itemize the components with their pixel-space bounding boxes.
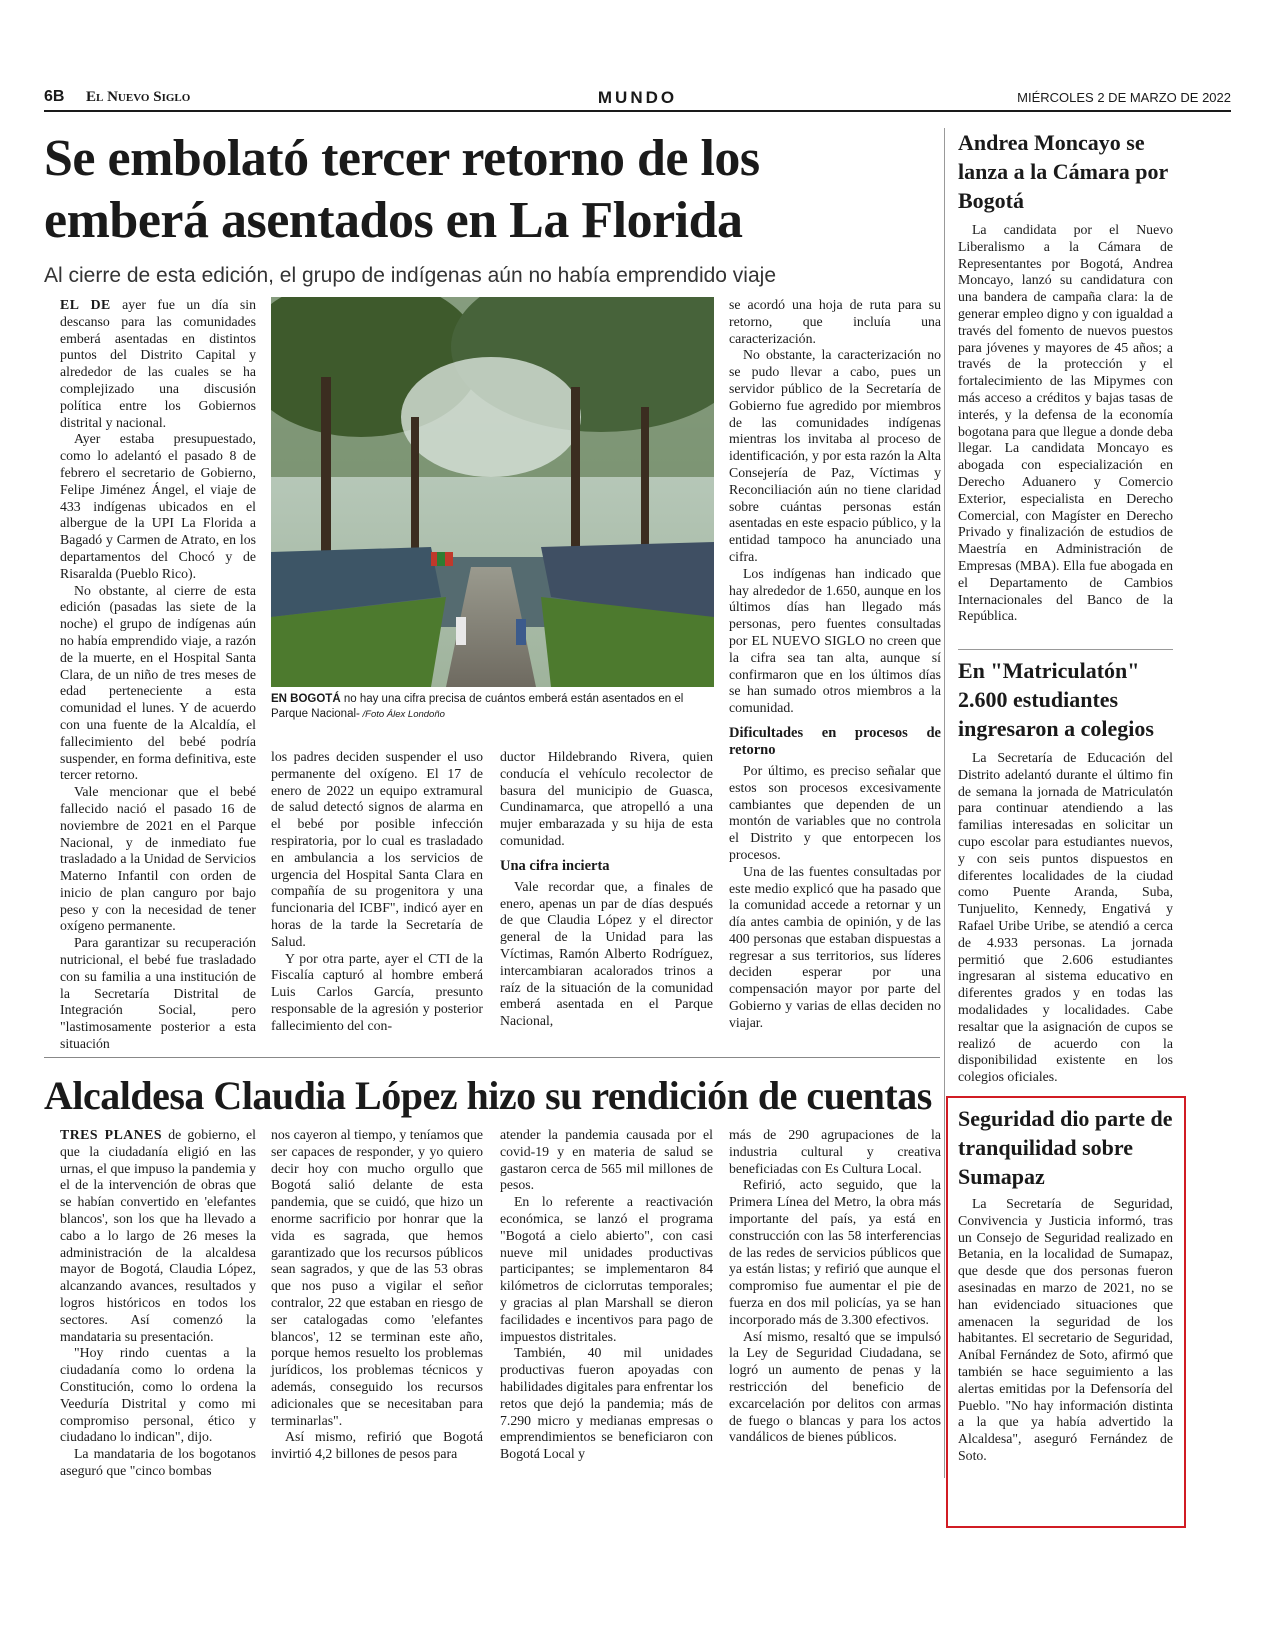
subhead: Una cifra incierta (500, 857, 610, 874)
paragraph: más de 290 agrupaciones de la industria cultural y creativa beneficiadas con Es Cultura Local. (729, 1127, 941, 1176)
paragraph: En lo referente a reactivación económica, se lanzó el programa "Bogotá a cielo abierto", con casi nueve mil unidades productivas participantes; se implementaron 84 kilómetros de ciclorrutas temporales; y gracias al plan Marshall se dieron facilidades e incentivos para pago de impuestos distritales. (500, 1194, 713, 1344)
paragraph: La Secretaría de Educación del Distrito adelantó durante el último fin de semana la jornada de Matriculatón para continuar atendiendo a las familias interesadas en solicitar un cupo escolar para estudiantes nuevos, y con seis puntos dispuestos en diferentes localidades de la ciudad como Puente Aranda, Suba, Tunjuelito, Kennedy, Engativá y Rafael Uribe Uribe, se atendió a cerca de 4.933 personas. La jornada permitió que 2.606 estudiantes ingresaran al sistema educativo en diferentes grados y en todas las modalidades y localidades. Cabe resaltar que la asignación de cupos se realizó de acuerdo con la disponibilidad existente en los colegios oficiales. (958, 750, 1173, 1085)
article-headline-line1: Se embolató tercer retorno de los (44, 130, 760, 187)
paragraph: ductor Hildebrando Rivera, quien conducía el vehículo recolector de basura del municipio de Guasca, Cundinamarca, que atropelló a una mujer embarazada y su hija de esta comunidad. (500, 749, 713, 848)
paragraph: Para garantizar su recuperación nutricional, el bebé fue trasladado con su familia a una institución de la Secretaría Distrital de Integración Social, pero "lastimosamente posterior a esta situación (60, 935, 256, 1052)
article2-headline: Alcaldesa Claudia López hizo su rendición de cuentas (44, 1073, 932, 1118)
newspaper-logo: El Nuevo Siglo (86, 89, 191, 105)
paragraph: Así mismo, refirió que Bogotá invirtió 4,2 billones de pesos para (271, 1429, 483, 1462)
paragraph: "Hoy rindo cuentas a la ciudadanía como lo ordena la Constitución, como lo ordena la Veeduría Distrital y como mi compromiso personal, ético y ciudadano lo indican", dijo. (60, 1345, 256, 1445)
page-header (44, 88, 1231, 110)
paragraph: se acordó una hoja de ruta para su retorno, que incluía una caracterización. (729, 297, 941, 346)
paragraph: La candidata por el Nuevo Liberalismo a la Cámara de Representantes por Bogotá, Andrea Moncayo, lanzó su candidatura con una bandera de campaña clara: la de generar empleo digno y con igualdad a través del fomento de nuevos puestos para jóvenes y mayores de 45 años; a través de la protección y el fortalecimiento de las Mipymes con más acceso a créditos y bajas tasas de interés, y la defensa de la economía bogotana para que llegue a donde deba llegar. La candidata Moncayo es abogada con especialización en Derecho Aduanero y Comercio Exterior, especialista en Derecho Comercial, con Magíster en Derecho Privado y finalización de estudios de Maestría en Administración de Empresas (MBA). Ella fue abogada en el Departamento de Cambios Internacionales del Banco de la República. (958, 222, 1173, 624)
issue-date: MIÉRCOLES 2 DE MARZO DE 2022 (1017, 90, 1231, 105)
paragraph: Refirió, acto seguido, que la Primera Línea del Metro, la obra más importante del país, ya está en construcción con las 58 interferencias de las redes de servicios públicos que ya están listas; y refirió que aunque el compromiso fue aumentar el pie de fuerza en dos mil policías, ya se han incorporado más de 3.300 efectivos. (729, 1177, 941, 1327)
sidebar-divider (944, 128, 945, 1478)
paragraph: Por último, es preciso señalar que estos son procesos excesivamente cambiantes que dependen de un montón de variables que no controla el Distrito y que entorpecen los procesos. (729, 762, 941, 862)
paragraph: No obstante, al cierre de esta edición (pasadas las siete de la noche) el grupo de indígenas aún no había emprendido viaje, a razón de la muerte, en el Hospital Santa Clara, de un niño de tres meses de edad perteneciente a esta comunidad el lunes. Y de acuerdo con una fuente de la Alcaldía, el fallecimiento del bebé podría suspender, en forma definitiva, este tercer retorno. (60, 582, 256, 783)
lead-caps: TRES PLANES (60, 1127, 163, 1142)
article1-column-2 (271, 749, 483, 1035)
header-rule (44, 110, 1231, 112)
lead-paragraph: TRES PLANES de gobierno, el que la ciudadanía eligió en las urnas, el que impuso la pandemia y el de la intervención de obras que se habían convertido en 'elefantes blancos', son los que ha llevado a cabo a lo largo de 26 meses la administración de la alcaldesa mayor de Bogotá, Claudia López, alcanzando avances, resultados y logros históricos en todos los sectores. Así comenzó la mandataria su presentación. (60, 1127, 256, 1344)
article2-column-2 (271, 1127, 483, 1463)
article-divider (44, 1057, 940, 1058)
paragraph: Vale mencionar que el bebé fallecido nació el pasado 16 de noviembre de 2021 en el Parque Nacional, y de inmediato fue trasladado a la Unidad de Servicios Materno Infantil con orden de inicio de plan canguro por bajo peso y con la necesidad de tener oxígeno permanente. (60, 784, 256, 934)
sidebar-story-matriculaton (958, 750, 1173, 1086)
photo-credit: /Foto Álex Londoño (359, 709, 445, 720)
paragraph: los padres deciden suspender el uso permanente del oxígeno. El 17 de enero de 2022 un equipo extramural de salud detectó signos de alarma en el bebé por posible infección respiratoria, por lo cual es trasladado en ambulancia a los servicios de urgencia del Hospital Santa Clara en compañía de su progenitora y una funcionaria del ICBF", indicó ayer en horas de la tarde la Secretaría de Salud. (271, 749, 483, 949)
sidebar-headline-sumapaz: Seguridad dio parte de tranquilidad sobre Sumapaz (958, 1106, 1173, 1189)
paragraph: También, 40 mil unidades productivas fueron apoyadas con habilidades digitales para enfrentar los retos que dejó la pandemia; más de 7.290 micro y medianas empresas o emprendimientos se beneficiaron con Bogotá Local y (500, 1345, 714, 1462)
paragraph: Ayer estaba presupuestado, como lo adelantó el pasado 8 de febrero el secretario de Gobierno, Felipe Jiménez Ángel, el viaje de 433 indígenas ubicados en el albergue de la UPI La Florida a Bagadó y Carmen de Atrato, en los departamentos del Chocó y de Risaralda (Pueblo Rico). (60, 431, 256, 581)
sidebar-story-sumapaz (958, 1196, 1173, 1465)
paragraph: nos cayeron al tiempo, y teníamos que ser capaces de responder, y yo quiero decir hoy con mucho orgullo que Bogotá salió delante de esta pandemia, que se cuidó, que hizo un enorme sacrificio por honrar que la vida es sagrada, que hemos garantizado que los recursos públicos sean sagrados, y que de las 53 obras que nos puso a vigilar el señor contralor, 22 que estaban en riesgo de ser catalogadas como 'elefantes blancos', 12 se terminan este año, porque hemos resuelto los problemas jurídicos, los problemas técnicos y además, conseguido los recursos adicionales que se necesitaban para terminarlas". (271, 1127, 483, 1428)
paragraph: La mandataria de los bogotanos aseguró que "cinco bombas (60, 1446, 256, 1478)
photo-caption: EN BOGOTÁ no hay una cifra precisa de cuántos emberá están asentados en el Parque Nacional- /Foto Álex Londoño (271, 693, 684, 720)
paragraph: Y por otra parte, ayer el CTI de la Fiscalía capturó al hombre emberá Luis Carlos García, presunto responsable de la agresión y posterior fallecimiento del con- (271, 950, 483, 1033)
article1-column-1 (60, 297, 256, 1053)
caption-lead: EN BOGOTÁ (271, 693, 341, 705)
article-deck: Al cierre de esta edición, el grupo de indígenas aún no había emprendido viaje (44, 264, 776, 287)
paragraph: Los indígenas han indicado que hay alrededor de 1.650, aunque en los últimos días han llegado más personas, pero fuentes consultadas por EL NUEVO SIGLO no creen que la cifra sea tan alta, aunque sí confirmaron que en los últimos días se han sumado otros miembros a la comunidad. (729, 565, 941, 716)
park-camp-photo (271, 297, 714, 687)
paragraph: La Secretaría de Seguridad, Convivencia y Justicia informó, tras un Consejo de Seguridad realizado en Betania, en la localidad de Sumapaz, que desde que dos personas fueron asesinadas en marzo de 2021, no se han evidenciado situaciones que amenacen la seguridad de los habitantes. El secretario de Seguridad, Aníbal Fernández de Soto, afirmó que también se hace seguimiento a las alertas emitidas por la Defensoría del Pueblo. "No hay información distinta a la que ya había advertido la Alcaldesa", aseguró Fernández de Soto. (958, 1196, 1173, 1463)
article1-column-3 (500, 749, 713, 1030)
sidebar-headline-matriculaton: En "Matriculatón" 2.600 estudiantes ingresaron a colegios (958, 658, 1154, 741)
article2-column-3 (500, 1127, 713, 1463)
lead-paragraph: EL DE ayer fue un día sin descanso para las comunidades emberá asentadas en distintos puntos del Distrito Capital y alrededor de las cuales se ha complejizado una discusión política entre los Gobiernos distrital y nacional. (60, 297, 257, 430)
sidebar-headline-moncayo: Andrea Moncayo se lanza a la Cámara por Bogotá (958, 130, 1168, 213)
paragraph: Una de las fuentes consultadas por este medio explicó que ha pasado que la comunidad accede a retornar y un día antes cambia de opinión, y de las 400 personas que estaban dispuestas a regresar a sus territorios, sus líderes deciden esperar por una compensación mayor por parte del Gobierno y varias de ellas deciden no viajar. (729, 863, 941, 1030)
article-headline-line2: emberá asentados en La Florida (44, 192, 743, 249)
paragraph: No obstante, la caracterización no se pudo llevar a cabo, pues un servidor público de la Secretaría de Gobierno fue agredido por miembros de las comunidades indígenas mientras los invitaba al proceso de identificación, y por esta razón la Alta Consejería de Paz, Víctimas y Reconciliación aún no tiene claridad sobre cuántas personas están asentadas en este espacio público, y la entidad tampoco ha anunciado una cifra. (729, 347, 941, 564)
article-photo (271, 297, 714, 687)
sidebar-story-moncayo (958, 222, 1173, 625)
sidebar-rule (958, 649, 1173, 650)
article2-column-4 (729, 1127, 941, 1446)
section-name: MUNDO (597, 88, 678, 107)
lead-caps: EL DE (60, 297, 111, 312)
paragraph: Así mismo, resaltó que se impulsó la Ley de Seguridad Ciudadana, se logró un aumento de penas y la restricción del beneficio de excarcelación por delitos con armas de fuego o blancas y para los actos vandálicos de bienes públicos. (729, 1328, 941, 1445)
paragraph: Vale recordar que, a finales de enero, apenas un par de días después de que Claudia López y el director general de la Unidad para las Víctimas, Ramón Alberto Rodríguez, intercambiaran acalorados trinos a raíz de la situación de la comunidad emberá asentada en el Parque Nacional, (500, 878, 713, 1029)
article1-column-4 (729, 297, 941, 1032)
page-number: 6B (44, 88, 65, 105)
paragraph: atender la pandemia causada por el covid-19 y en materia de salud se gastaron cerca de 565 mil millones de pesos. (500, 1127, 713, 1193)
subhead: Dificultades en procesos de retorno (729, 724, 941, 758)
article2-column-1 (60, 1127, 256, 1480)
